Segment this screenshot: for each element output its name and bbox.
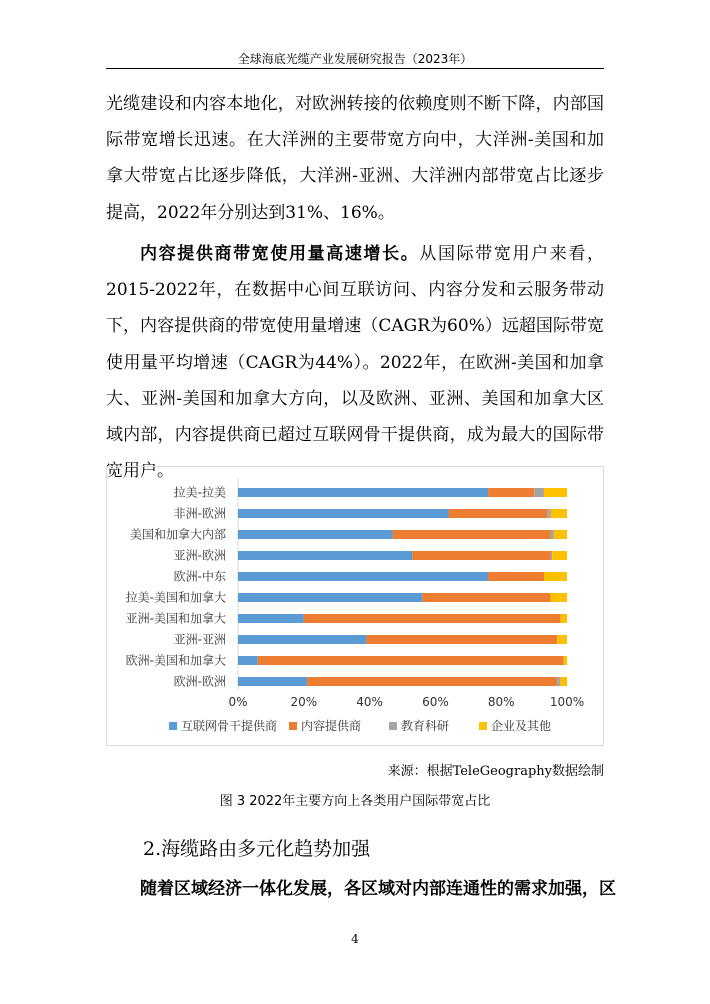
- bar-segment-series-2: [412, 551, 550, 560]
- section-heading: 2.海缆路由多元化趋势加强: [143, 838, 371, 860]
- x-tick-label: 60%: [422, 695, 449, 709]
- bar-segment-series-3: [551, 530, 554, 539]
- legend-label: 内容提供商: [301, 719, 362, 733]
- bar-segment-series-1: [238, 635, 366, 644]
- legend-swatch: [169, 722, 177, 730]
- bar-segment-series-1: [238, 530, 393, 539]
- running-header: 全球海底光缆产业发展研究报告（2023年）: [237, 52, 473, 66]
- bar-segment-series-1: [238, 572, 488, 581]
- category-label: 欧洲-中东: [173, 569, 226, 584]
- x-tick-label: 40%: [356, 695, 383, 709]
- bar-segment-series-4: [554, 530, 567, 539]
- bar-segment-series-1: [238, 677, 307, 686]
- bar-segment-series-3: [551, 551, 553, 560]
- legend-label: 互联网骨干提供商: [181, 719, 278, 733]
- x-tick-label: 80%: [487, 695, 515, 709]
- body-paragraph-3: 随着区域经济一体化发展，各区域对内部连通性的需求加强，区: [140, 879, 616, 899]
- category-label: 欧洲-欧洲: [173, 674, 226, 689]
- bar-segment-series-2: [488, 488, 534, 497]
- category-label: 亚洲-美国和加拿大: [125, 611, 226, 626]
- category-label: 欧洲-美国和加拿大: [125, 653, 226, 668]
- bar-segment-series-4: [544, 488, 567, 497]
- legend-label: 教育科研: [401, 719, 450, 733]
- figure-source-note: 来源：根据TeleGeography数据绘制: [387, 764, 604, 779]
- page-number: 4: [351, 932, 359, 946]
- bar-segment-series-4: [544, 572, 567, 581]
- bar-segment-series-4: [551, 509, 567, 518]
- x-tick-label: 100%: [549, 695, 585, 709]
- category-label: 非洲-欧洲: [173, 506, 226, 521]
- paragraph-lead-sentence: 内容提供商带宽使用量高速增长。: [140, 244, 420, 264]
- legend-label: 企业及其他: [491, 719, 552, 733]
- bar-segment-series-4: [557, 635, 567, 644]
- category-label: 拉美-拉美: [173, 485, 226, 500]
- bar-segment-series-3: [557, 677, 560, 686]
- bandwidth-share-chart: [106, 466, 604, 746]
- bar-segment-series-4: [551, 593, 567, 602]
- bar-segment-series-3: [547, 509, 550, 518]
- bar-segment-series-4: [560, 614, 567, 623]
- bar-segment-series-3: [534, 488, 544, 497]
- paragraph-body-text: 从国际带宽用户来看，2015-2022年，在数据中心间互联访问、内容分发和云服务带动下，内容提供商的带宽使用量增速（CAGR为60%）远超国际带宽使用量平均增速（CAGR为44%）。2022年，在欧洲-美国和加拿大、亚洲-美国和加拿大方向，以及欧洲、亚洲、美国和加拿大区域内部，内容提供商已超过互联网骨干提供商，成为最大的国际带宽用户。: [106, 244, 604, 482]
- bar-segment-series-2: [393, 530, 551, 539]
- legend-swatch: [389, 722, 397, 730]
- bar-segment-series-4: [560, 677, 567, 686]
- bar-segment-series-1: [238, 656, 258, 665]
- chart-canvas: [107, 467, 605, 747]
- bar-segment-series-1: [238, 551, 412, 560]
- bar-segment-series-2: [449, 509, 548, 518]
- bar-segment-series-2: [366, 635, 557, 644]
- figure-caption: 图 3 2022年主要方向上各类用户国际带宽占比: [219, 794, 491, 809]
- category-label: 亚洲-欧洲: [173, 548, 226, 563]
- bar-segment-series-1: [238, 593, 422, 602]
- bar-segment-series-1: [238, 488, 488, 497]
- bar-segment-series-4: [552, 551, 567, 560]
- body-paragraph-1: 光缆建设和内容本地化，对欧洲转接的依赖度则不断下降，内部国际带宽增长迅速。在大洋洲的主要带宽方向中，大洋洲-美国和加拿大带宽占比逐步降低，大洋洲-亚洲、大洋洲内部带宽占比逐步提高，2022年分别达到31%、16%。: [106, 94, 604, 223]
- bar-segment-series-1: [238, 614, 304, 623]
- bar-segment-series-2: [422, 593, 550, 602]
- x-tick-label: 0%: [228, 695, 248, 709]
- bar-segment-series-2: [307, 677, 557, 686]
- legend-swatch: [289, 722, 297, 730]
- category-label: 美国和加拿大内部: [129, 527, 226, 542]
- body-paragraph-2: [106, 236, 604, 489]
- x-tick-label: 20%: [290, 695, 318, 709]
- bar-segment-series-2: [304, 614, 561, 623]
- legend-swatch: [479, 722, 487, 730]
- bar-segment-series-2: [258, 656, 564, 665]
- bar-segment-series-1: [238, 509, 449, 518]
- header-rule: [106, 68, 604, 69]
- category-label: 拉美-美国和加拿大: [125, 590, 226, 605]
- bar-segment-series-4: [564, 656, 567, 665]
- bar-segment-series-2: [488, 572, 544, 581]
- category-label: 亚洲-亚洲: [173, 632, 226, 647]
